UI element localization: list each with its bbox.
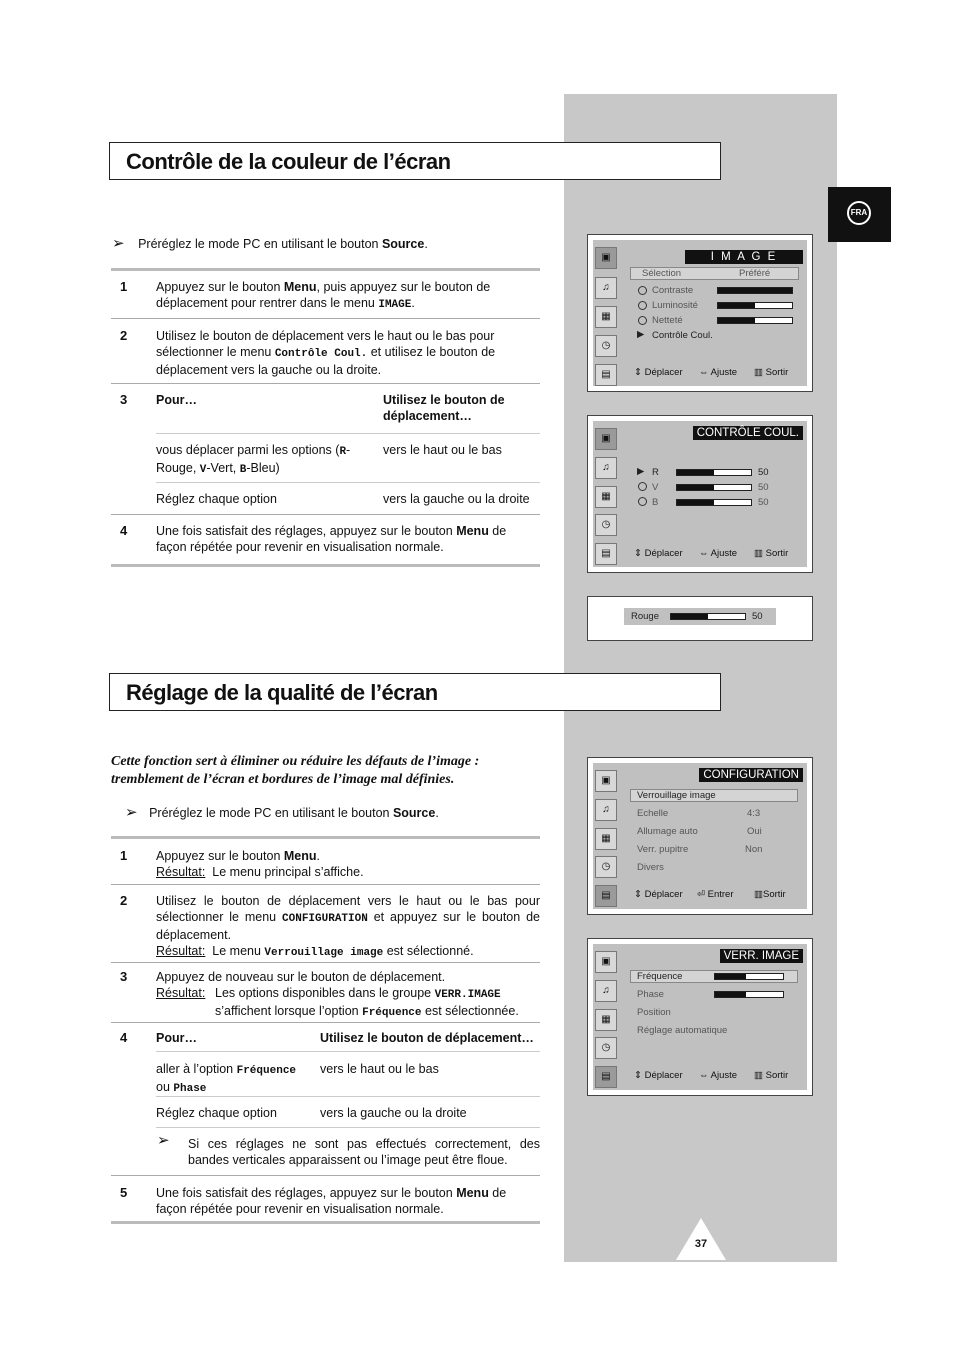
selected-arrow-icon: ▶ [637, 329, 645, 340]
language-badge: FRA [847, 201, 871, 225]
level-value: 50 [758, 497, 769, 508]
table-header: Pour… [156, 393, 197, 407]
menu-value: 4:3 [747, 808, 761, 819]
menu-item-selected[interactable]: Fréquence [637, 971, 683, 982]
tv-icon: ▣ [595, 770, 617, 792]
language-tab [828, 187, 891, 242]
channel-icon: ▦ [595, 486, 617, 508]
divider [111, 514, 540, 515]
channel-icon: ▦ [595, 828, 617, 850]
menu-item[interactable]: Position [637, 1007, 671, 1018]
level-bar[interactable] [670, 613, 746, 620]
result-label: Résultat: [156, 986, 206, 1000]
divider [111, 884, 540, 885]
menu-item-selected[interactable]: Contrôle Coul. [652, 330, 713, 341]
step-number: 3 [120, 392, 128, 407]
divider [156, 482, 540, 483]
setup-icon: ▤ [595, 885, 617, 907]
level-bar [717, 287, 793, 294]
section-title-box [109, 673, 721, 711]
sound-icon: ♫ [595, 277, 617, 299]
footer-adjust: ⇔ Ajuste [699, 1070, 738, 1081]
menu-item[interactable]: Contraste [652, 285, 694, 296]
menu-item[interactable]: Luminosité [652, 300, 698, 311]
footer-move: ⇕ Déplacer [634, 548, 683, 559]
divider [156, 1127, 540, 1128]
divider [111, 836, 540, 839]
sound-icon: ♫ [595, 799, 617, 821]
table-cell: Réglez chaque option [156, 492, 277, 506]
menu-item[interactable]: Réglage automatique [637, 1025, 728, 1036]
step-number: 3 [120, 969, 128, 984]
note: ➢ Préréglez le mode PC en utilisant le bouton Source. [125, 804, 439, 821]
osd-config-menu [587, 757, 813, 915]
footer-move: ⇕ Déplacer [634, 889, 683, 900]
table-cell: aller à l’option Fréquence ou Phase [156, 1062, 297, 1095]
table-cell: vers le haut ou le bas [383, 443, 502, 457]
level-bar [676, 499, 752, 506]
section-title: Réglage de la qualité de l’écran [126, 680, 438, 705]
clock-icon: ◷ [595, 1037, 617, 1059]
menu-title: VERR. IMAGE [720, 949, 803, 963]
mode-tab[interactable]: Préféré [739, 268, 771, 279]
slider-label: Rouge [631, 611, 659, 622]
divider [156, 1051, 540, 1052]
channel-icon: ▦ [595, 306, 617, 328]
setup-icon: ▤ [595, 1066, 617, 1088]
menu-title: I M A G E [685, 250, 803, 264]
page-number: 37 [694, 1238, 708, 1250]
mode-tab[interactable]: Sélection [642, 268, 682, 279]
note: ➢ Préréglez le mode PC en utilisant le bouton Source. [112, 235, 428, 252]
divider [111, 383, 540, 384]
step-text: Appuyez sur le bouton Menu. Résultat: Le menu principal s’affiche. [156, 849, 364, 879]
menu-item-selected[interactable]: Verrouillage image [637, 790, 716, 801]
menu-item[interactable]: Echelle [637, 808, 669, 819]
osd-red-slider [587, 596, 813, 641]
note-arrow-icon: ➢ [112, 235, 125, 252]
menu-item[interactable]: B [652, 497, 659, 508]
level-value: 50 [758, 482, 769, 493]
step-text: Utilisez le bouton de déplacement vers le haut ou le bas pour sélectionner le menu Contrôle Coul. et utilisez le bouton de déplacement vers la gauche ou la droite. [156, 329, 496, 377]
channel-icon: ▦ [595, 1009, 617, 1031]
clock-icon: ◷ [595, 335, 617, 357]
divider [111, 1175, 540, 1176]
radio-icon [638, 482, 647, 491]
level-bar [676, 484, 752, 491]
table-cell: vers la gauche ou la droite [383, 492, 530, 506]
footer-enter: ⏎ Entrer [697, 889, 734, 900]
footer-move: ⇕ Déplacer [634, 367, 683, 378]
footer-adjust: ⇔ Ajuste [699, 367, 738, 378]
osd-image-menu [587, 234, 813, 392]
step-number: 2 [120, 893, 128, 908]
clock-icon: ◷ [595, 514, 617, 536]
menu-value: Non [745, 844, 763, 855]
note-arrow-icon: ➢ [157, 1132, 170, 1149]
divider [111, 962, 540, 963]
step-text: Appuyez sur le bouton Menu, puis appuyez sur le bouton de déplacement pour rentrer dans le menu IMAGE. [156, 280, 491, 311]
step-number: 4 [120, 1030, 128, 1045]
menu-title: CONFIGURATION [699, 768, 803, 782]
radio-icon [638, 497, 647, 506]
divider [111, 1221, 540, 1224]
level-bar [717, 317, 793, 324]
tv-icon: ▣ [595, 428, 617, 450]
divider [156, 1096, 540, 1097]
footer-exit: ▥ Sortir [754, 548, 789, 559]
sound-icon: ♫ [595, 980, 617, 1002]
menu-item[interactable]: Phase [637, 989, 664, 1000]
divider [111, 268, 540, 271]
menu-item[interactable]: Verr. pupitre [637, 844, 689, 855]
table-cell: vers la gauche ou la droite [320, 1106, 467, 1120]
section-title-box [109, 142, 721, 180]
note-arrow-icon: ➢ [125, 804, 138, 821]
footer-exit: ▥Sortir [754, 889, 786, 900]
step-number: 2 [120, 328, 128, 343]
table-header: Utilisez le bouton de déplacement… [320, 1031, 534, 1045]
menu-title: CONTRÔLE COUL. [693, 426, 803, 440]
divider [111, 1022, 540, 1023]
level-value: 50 [758, 467, 769, 478]
menu-item[interactable]: Allumage auto [637, 826, 698, 837]
level-bar [717, 302, 793, 309]
footer-adjust: ⇔ Ajuste [699, 548, 738, 559]
level-bar [714, 991, 784, 998]
table-cell: Réglez chaque option [156, 1106, 277, 1120]
divider [156, 433, 540, 434]
menu-item[interactable]: Divers [637, 862, 664, 873]
slider-box [624, 608, 776, 625]
menu-value: Oui [747, 826, 762, 837]
level-value: 50 [752, 611, 763, 622]
step-number: 4 [120, 523, 128, 538]
step-number: 5 [120, 1185, 128, 1200]
tv-icon: ▣ [595, 247, 617, 269]
footer-exit: ▥ Sortir [754, 1070, 789, 1081]
tv-icon: ▣ [595, 951, 617, 973]
step-text: Une fois satisfait des réglages, appuyez sur le bouton Menu de façon répétée pour revenir en visualisation normale. [156, 1186, 507, 1216]
step-number: 1 [120, 848, 128, 863]
setup-icon: ▤ [595, 543, 617, 565]
divider [111, 318, 540, 319]
selected-arrow-icon: ▶ [637, 466, 645, 477]
menu-item[interactable]: V [652, 482, 659, 493]
table-cell: vous déplacer parmi les options (R-Rouge, V-Vert, B-Bleu) [156, 443, 351, 476]
footer-move: ⇕ Déplacer [634, 1070, 683, 1081]
step-text: Une fois satisfait des réglages, appuyez sur le bouton Menu de façon répétée pour revenir en visualisation normale. [156, 524, 507, 554]
radio-icon [638, 301, 647, 310]
menu-item-selected[interactable]: R [652, 467, 659, 478]
radio-icon [638, 316, 647, 325]
result-text: Les options disponibles dans le groupe VERR.IMAGE s’affichent lorsque l’option Fréquence est sélectionnée. [215, 986, 519, 1019]
step-number: 1 [120, 279, 128, 294]
footer-exit: ▥ Sortir [754, 367, 789, 378]
step-text: Utilisez le bouton de déplacement vers le haut ou le bas pour sélectionner le menu CONFIGURATION et appuyez sur le bouton de déplacement. Résultat: Le menu Verrouillage image est sélectionné. [156, 894, 540, 959]
osd-lock-image-menu [587, 938, 813, 1096]
table-header: Utilisez le bouton de déplacement… [383, 393, 505, 423]
level-bar [676, 469, 752, 476]
sound-icon: ♫ [595, 457, 617, 479]
section-title: Contrôle de la couleur de l’écran [126, 149, 451, 174]
level-bar [714, 973, 784, 980]
divider [111, 564, 540, 567]
setup-icon: ▤ [595, 364, 617, 386]
osd-color-menu [587, 415, 813, 573]
step-text: Appuyez de nouveau sur le bouton de déplacement. [156, 970, 446, 984]
table-cell: vers le haut ou le bas [320, 1062, 439, 1076]
intro-text: Cette fonction sert à éliminer ou réduire les défauts de l’image : tremblement de l’écran et bordures de l’image mal définies. [111, 754, 480, 787]
menu-item[interactable]: Netteté [652, 315, 683, 326]
table-header: Pour… [156, 1031, 197, 1045]
radio-icon [638, 286, 647, 295]
step-note: Si ces réglages ne sont pas effectués correctement, des bandes verticales apparaissent ou l’image peut être floue. [188, 1137, 540, 1167]
clock-icon: ◷ [595, 856, 617, 878]
